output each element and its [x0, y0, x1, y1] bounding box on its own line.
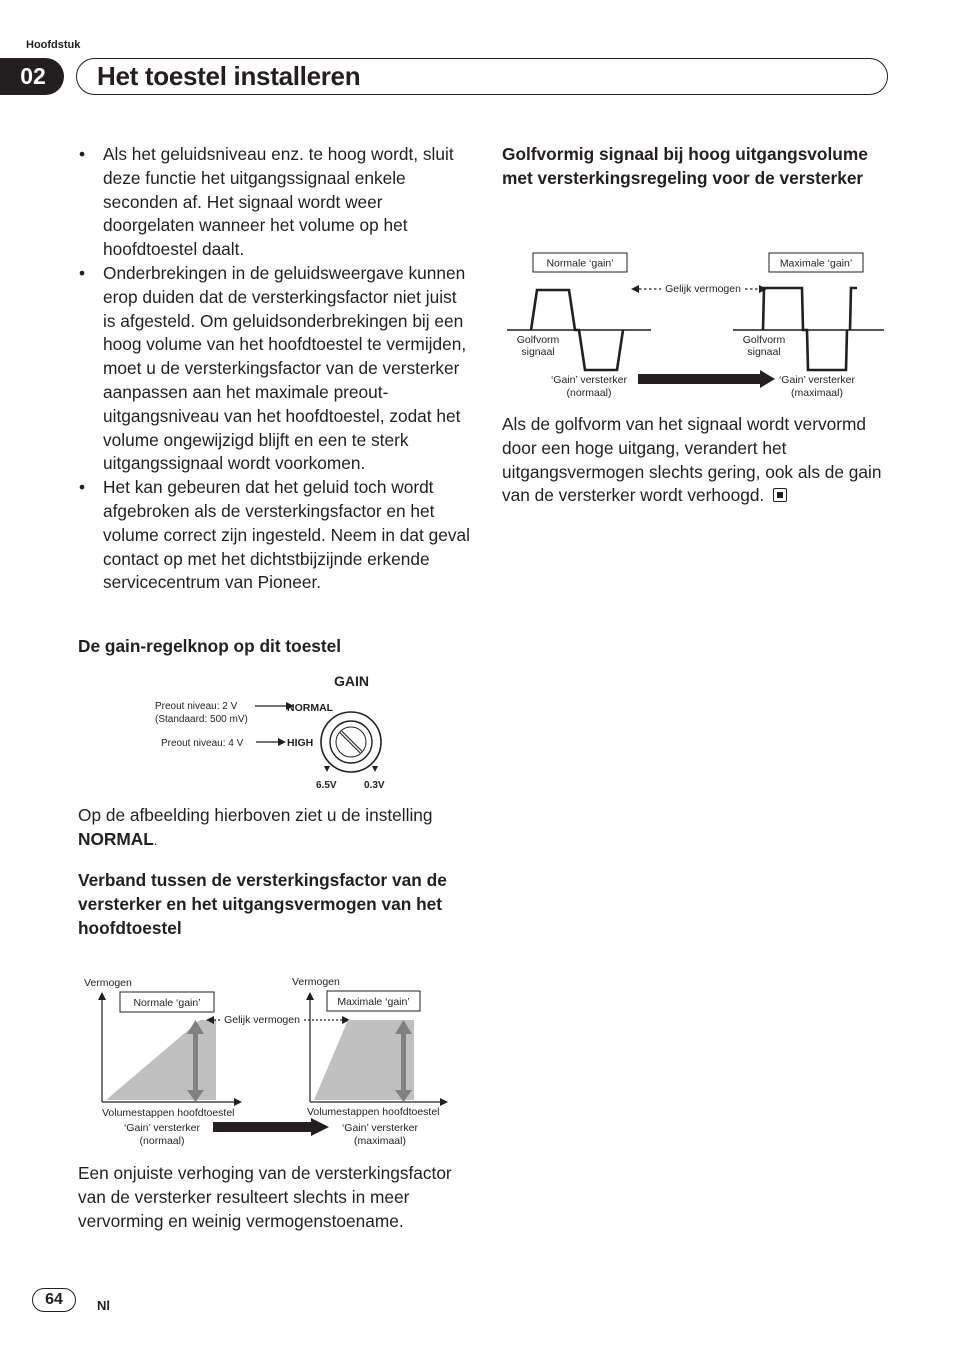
chapter-title-text: Het toestel installeren [97, 61, 361, 91]
normal-tag: NORMAL [287, 702, 334, 714]
power-y-label-right: Vermogen [292, 976, 340, 988]
left-gain-box-label: Normale ‘gain’ [133, 997, 201, 1009]
gain-transition-arrow-shaft [213, 1122, 313, 1132]
power-gain-left-line2: (normaal) [139, 1135, 185, 1147]
normal-preout-label: Preout niveau: 2 V [155, 701, 238, 712]
bullet-item: • Als het geluidsniveau enz. te hoog wordt, sluit deze functie het uitgangssignaal enkele seconden af. Het signaal wordt weer doorgelaten wanneer het volume op het hoofdtoestel daalt. [78, 143, 470, 262]
bullet-item: • Onderbrekingen in de geluidsweergave kunnen erop duiden dat de versterkingsfactor niet juist is afgesteld. Om geluidsonderbrekingen bij een hoog volume van het hoofdtoestel te vermijden, moet u de versterkingsfactor van de versterker aanpassen aan het maximale preout-uitgangsniveau van het hoofdtoestel, zodat het volume ongewijzigd blijft en een te sterk uitgangssignaal wordt voorkomen. [78, 262, 470, 476]
high-arrow-head [278, 738, 286, 746]
power-gain-right-line1: ‘Gain’ versterker [341, 1122, 419, 1134]
wave-box-right-label: Maximale ‘gain’ [779, 257, 853, 270]
normal-default-label: (Standaard: 500 mV) [155, 714, 248, 725]
left-y-axis-arrow [98, 992, 106, 1000]
chapter-number: 02 [0, 58, 64, 95]
gain-title: GAIN [334, 673, 369, 689]
wave-equal-arrow-left [631, 285, 639, 293]
page-language: Nl [97, 1298, 110, 1313]
gain-knob-diagram [150, 665, 410, 797]
waveform-text: Als de golfvorm van het signaal wordt vervormd door een hoge uitgang, verandert het uitgangsvermogen slechts gering, ook als de gain van de versterker wordt verhoogd. [502, 414, 882, 506]
power-diagram [80, 970, 470, 1150]
wave-right-label-line1: Golfvorm [742, 334, 786, 346]
normal-setting-paragraph [78, 804, 473, 854]
gain-knob-heading: De gain-regelknop op dit toestel [78, 636, 342, 656]
normal-setting-text: Op de afbeelding hierboven ziet u de instelling [78, 805, 433, 825]
normal-setting-bold: NORMAL [78, 828, 154, 849]
normal-setting-end: . [153, 833, 158, 848]
end-mark-icon [773, 488, 787, 502]
relation-heading: Verband tussen de versterkingsfactor van de versterker en het uitgangsvermogen van het hoofdtoestel [78, 870, 447, 938]
wave-right-label-line2: signaal [747, 346, 781, 358]
bullet-item: • Het kan gebeuren dat het geluid toch wordt afgebroken als de versterkingsfactor en het volume correct zijn ingesteld. Neem in dat geval contact op met het dichtstbijzijnde erkende servicecentrum van Pioneer. [78, 476, 470, 595]
waveform-paragraph [502, 413, 882, 508]
wave-right-signal-continuation [850, 288, 857, 330]
bullet-list [78, 143, 470, 595]
power-gain-right-line2: (maximaal) [354, 1135, 406, 1147]
knob-marker-right [372, 766, 378, 772]
right-y-axis-arrow [306, 992, 314, 1000]
wave-gain-right-line1: ‘Gain’ versterker [778, 374, 856, 386]
wave-box-left-label: Normale ‘gain’ [546, 257, 614, 270]
voltage-right: 0.3V [364, 780, 385, 791]
gain-transition-arrow-head [311, 1118, 329, 1136]
waveform-diagram [505, 250, 890, 402]
power-x-label-left: Volumestappen hoofdtoestel [102, 1107, 235, 1119]
high-preout-label: Preout niveau: 4 V [161, 738, 244, 749]
chapter-title [76, 58, 888, 95]
wave-gain-right-line2: (maximaal) [791, 387, 843, 399]
high-tag: HIGH [287, 737, 314, 749]
power-x-label-right: Volumestappen hoofdtoestel [307, 1106, 440, 1118]
wave-transition-arrow-shaft [638, 374, 762, 384]
power-y-label-left: Vermogen [84, 977, 132, 989]
chapter-label: Hoofdstuk [26, 39, 81, 51]
voltage-left: 6.5V [316, 780, 337, 791]
page-number: 64 [32, 1288, 76, 1312]
right-x-axis-arrow [440, 1098, 448, 1106]
wave-transition-arrow-head [760, 370, 775, 388]
wave-left-label-line2: signaal [521, 346, 555, 358]
wave-gain-left-line2: (normaal) [566, 387, 612, 399]
left-range-arrow-shaft [193, 1032, 198, 1092]
power-gain-left-line1: ‘Gain’ versterker [123, 1122, 201, 1134]
knob-marker-left [324, 766, 330, 772]
waveform-heading: Golfvormig signaal bij hoog uitgangsvolume met versterkingsregeling voor de versterker [502, 144, 868, 188]
power-equal-label: Gelijk vermogen [224, 1014, 300, 1026]
right-gain-box-label: Maximale ‘gain’ [337, 996, 410, 1008]
relation-paragraph: Een onjuiste verhoging van de versterkingsfactor van de versterker resulteert slechts in meer vervorming en weinig vermogenstoename. [78, 1163, 452, 1231]
wave-equal-label: Gelijk vermogen [665, 283, 741, 295]
wave-left-label-line1: Golfvorm [516, 334, 560, 346]
right-range-arrow-shaft [401, 1032, 406, 1092]
left-x-axis-arrow [234, 1098, 242, 1106]
wave-gain-left-line1: ‘Gain’ versterker [550, 374, 628, 386]
